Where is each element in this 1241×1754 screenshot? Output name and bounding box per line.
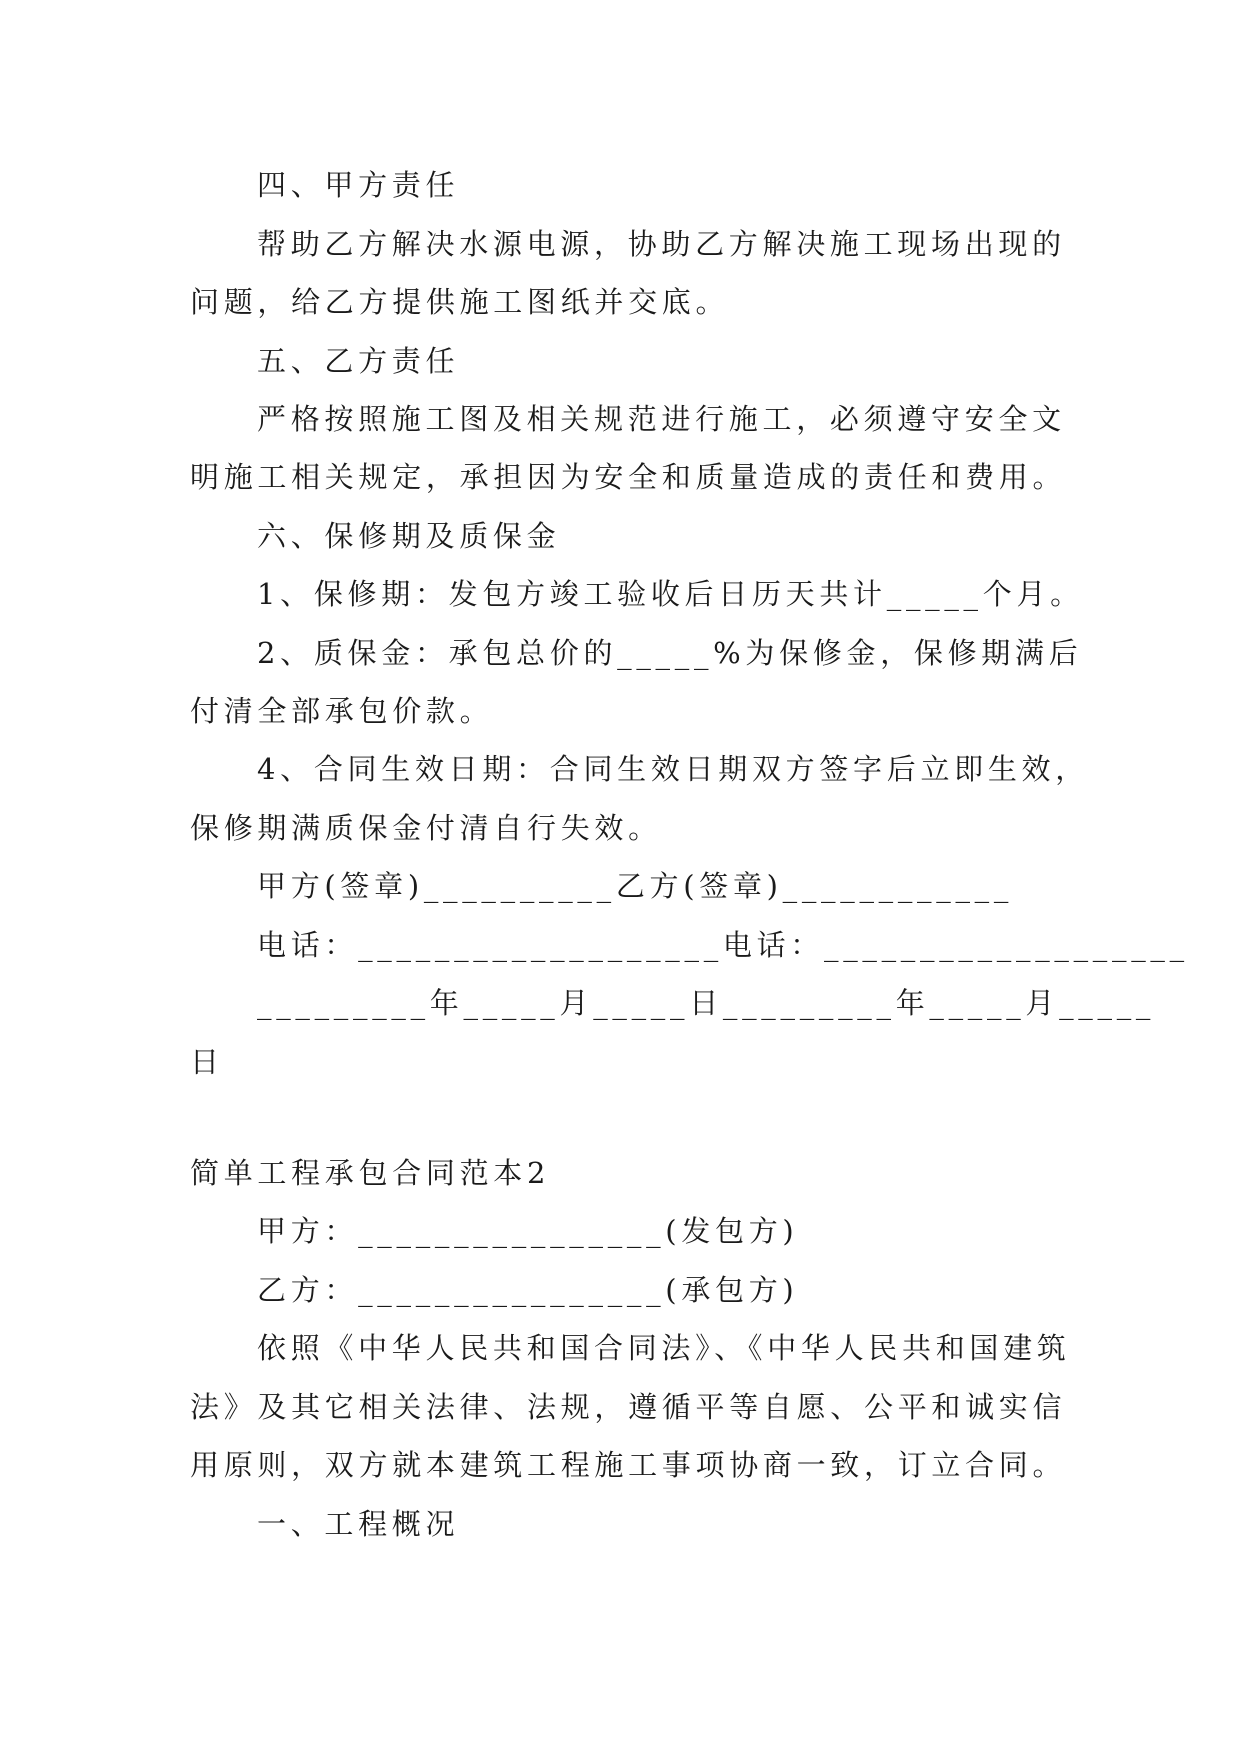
phone-line: 电话：___________________电话：___________________ <box>257 928 1189 962</box>
body-line: 问题，给乙方提供施工图纸并交底。 <box>190 285 730 319</box>
body-line: 法》及其它相关法律、法规，遵循平等自愿、公平和诚实信 <box>190 1390 1067 1424</box>
body-line: 付清全部承包价款。 <box>190 694 494 728</box>
section-heading-warranty: 六、保修期及质保金 <box>257 519 561 553</box>
document-title: 简单工程承包合同范本2 <box>190 1156 551 1190</box>
signature-line: 甲方(签章)__________乙方(签章)____________ <box>257 869 1014 903</box>
section-heading-party-b-duties: 五、乙方责任 <box>257 344 460 378</box>
body-line: 保修期满质保金付清自行失效。 <box>190 811 662 845</box>
body-line: 严格按照施工图及相关规范进行施工，必须遵守安全文 <box>257 402 1066 436</box>
body-line: 用原则，双方就本建筑工程施工事项协商一致，订立合同。 <box>190 1448 1067 1482</box>
clause-effective-date: 4、合同生效日期：合同生效日期双方签字后立即生效， <box>257 752 1089 786</box>
body-line: 帮助乙方解决水源电源，协助乙方解决施工现场出现的 <box>257 227 1066 261</box>
party-b-line: 乙方：________________(承包方) <box>257 1273 799 1307</box>
party-a-line: 甲方：________________(发包方) <box>257 1214 799 1248</box>
section-heading-party-a-duties: 四、甲方责任 <box>257 168 460 202</box>
date-line-continued: 日 <box>190 1045 224 1079</box>
section-heading-project-overview: 一、工程概况 <box>257 1507 460 1541</box>
body-line: 依照《中华人民共和国合同法》、《中华人民共和国建筑 <box>257 1331 1071 1365</box>
clause-warranty-period: 1、保修期：发包方竣工验收后日历天共计_____个月。 <box>257 577 1084 611</box>
body-line: 明施工相关规定，承担因为安全和质量造成的责任和费用。 <box>190 460 1067 494</box>
date-line: _________年_____月_____日_________年_____月_____ <box>257 986 1156 1020</box>
clause-retention-money: 2、质保金：承包总价的_____%为保修金，保修期满后 <box>257 636 1083 670</box>
